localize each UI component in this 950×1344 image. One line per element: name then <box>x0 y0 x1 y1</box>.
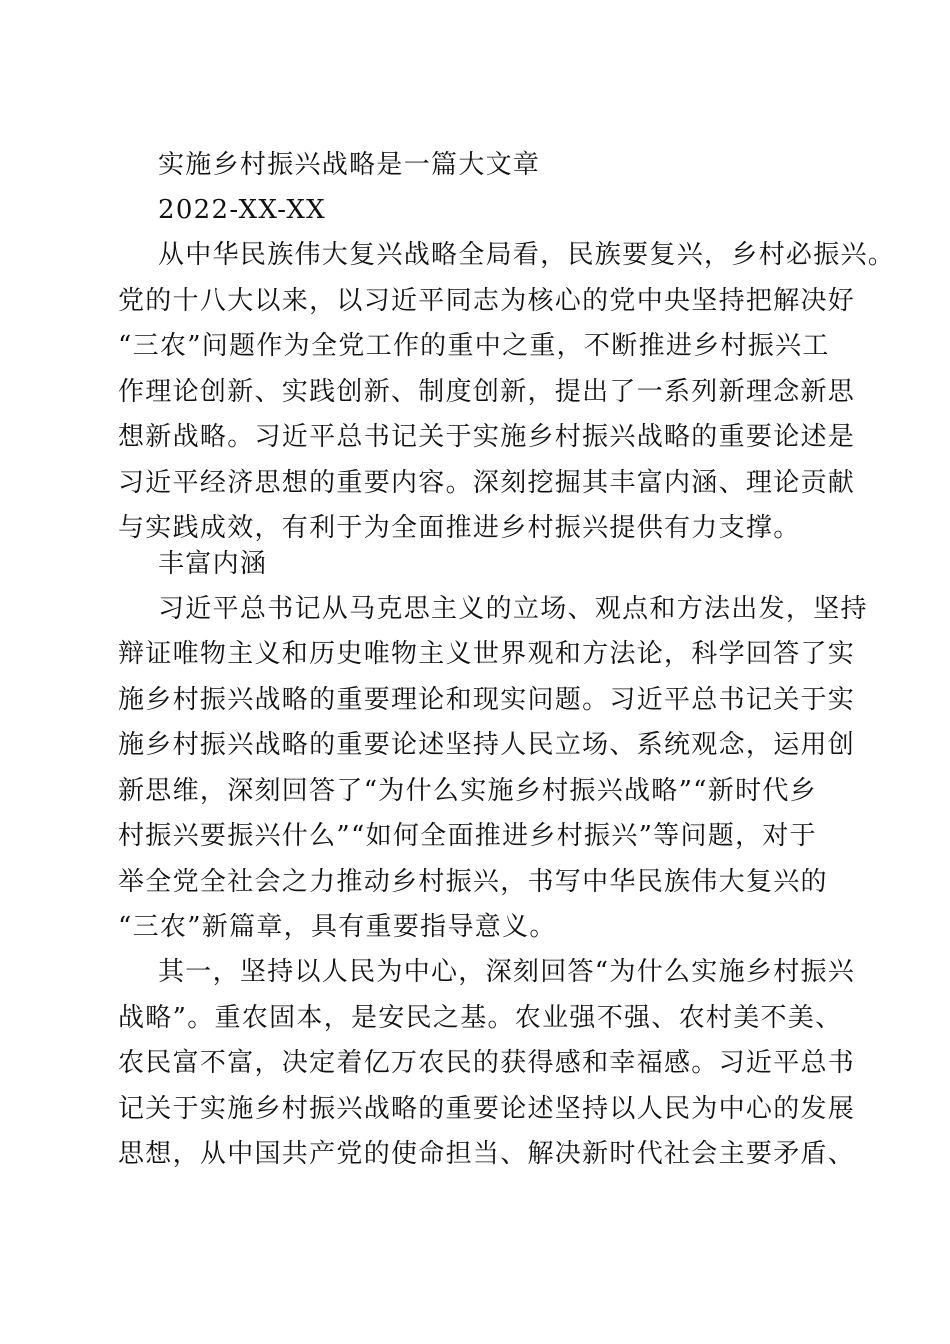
paragraph-line: 党的十八大以来，以习近平同志为核心的党中央坚持把解决好 <box>118 286 856 316</box>
paragraph-line: 想新战略。习近平总书记关于实施乡村振兴战略的重要论述是 <box>118 422 856 452</box>
paragraph-line: 从中华民族伟大复兴战略全局看，民族要复兴，乡村必振兴。 <box>158 240 896 270</box>
paragraph-line: 战略”。重农固本，是安民之基。农业强不强、农村美不美、 <box>118 1003 843 1033</box>
paragraph-line: 农民富不富，决定着亿万农民的获得感和幸福感。习近平总书 <box>118 1048 856 1078</box>
paragraph-line: “三农”问题作为全党工作的重中之重，不断推进乡村振兴工 <box>118 331 830 361</box>
document-title: 实施乡村振兴战略是一篇大文章 <box>158 150 541 180</box>
paragraph-line: 习近平总书记从马克思主义的立场、观点和方法出发，坚持 <box>158 594 868 624</box>
paragraph-line: 思想，从中国共产党的使命担当、解决新时代社会主要矛盾、 <box>118 1139 856 1169</box>
paragraph-line: 新思维，深刻回答了“为什么实施乡村振兴战略”“新时代乡 <box>118 776 817 806</box>
paragraph-line: 施乡村振兴战略的重要论述坚持人民立场、系统观念，运用创 <box>118 730 856 760</box>
section-heading: 丰富内涵 <box>158 549 268 579</box>
paragraph-line: 村振兴要振兴什么”“如何全面推进乡村振兴”等问题，对于 <box>118 821 817 851</box>
paragraph-line: 作理论创新、实践创新、制度创新，提出了一系列新理念新思 <box>118 377 856 407</box>
paragraph-line: 施乡村振兴战略的重要理论和现实问题。习近平总书记关于实 <box>118 685 856 715</box>
paragraph-line: 习近平经济思想的重要内容。深刻挖掘其丰富内涵、理论贡献 <box>118 468 856 498</box>
paragraph-line: “三农”新篇章，具有重要指导意义。 <box>118 912 557 942</box>
document-date: 2022-XX-XX <box>158 195 326 225</box>
paragraph-line: 与实践成效，有利于为全面推进乡村振兴提供有力支撑。 <box>118 513 801 543</box>
paragraph-line: 其一，坚持以人民为中心，深刻回答“为什么实施乡村振兴 <box>158 957 856 987</box>
paragraph-line: 记关于实施乡村振兴战略的重要论述坚持以人民为中心的发展 <box>118 1094 856 1124</box>
paragraph-line: 举全党全社会之力推动乡村振兴，书写中华民族伟大复兴的 <box>118 867 828 897</box>
paragraph-line: 辩证唯物主义和历史唯物主义世界观和方法论，科学回答了实 <box>118 639 856 669</box>
